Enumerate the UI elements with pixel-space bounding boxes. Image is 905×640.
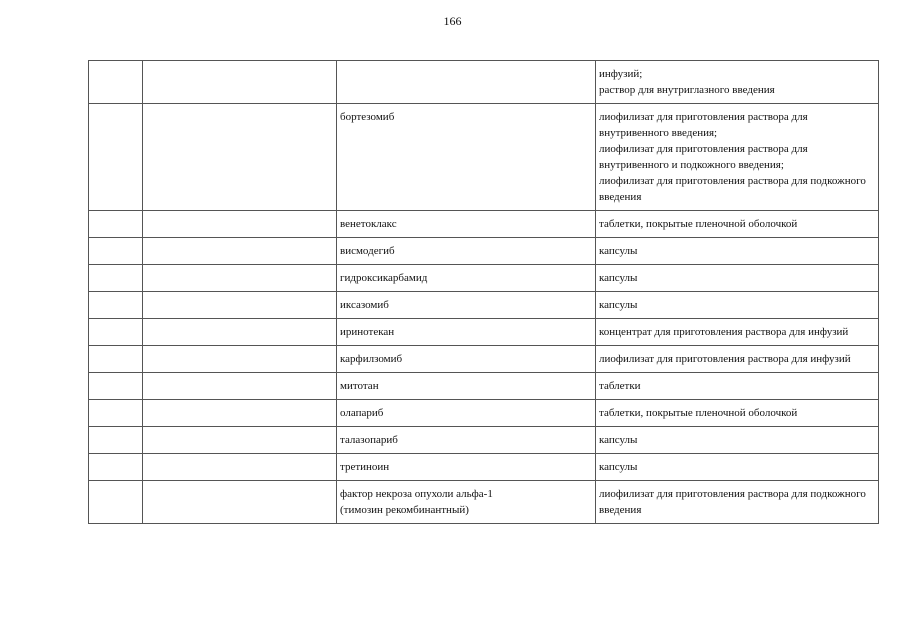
dosage-form-cell: капсулы [596,292,879,319]
atc-code-cell [89,319,143,346]
group-cell [143,346,337,373]
table-row [89,104,879,211]
group-cell [143,400,337,427]
table-row [89,211,879,238]
drug-name-cell [337,61,596,104]
drug-name-cell: митотан [337,373,596,400]
dosage-form-cell: капсулы [596,265,879,292]
atc-code-cell [89,104,143,211]
drug-table-body [89,61,879,524]
group-cell [143,454,337,481]
dosage-form-cell: капсулы [596,238,879,265]
drug-table [88,60,879,524]
group-cell [143,373,337,400]
drug-name-cell: бортезомиб [337,104,596,211]
dosage-form-cell: инфузий; раствор для внутриглазного введения [596,61,879,104]
drug-name-cell: карфилзомиб [337,346,596,373]
table-row [89,238,879,265]
group-cell [143,265,337,292]
drug-name-cell: венетоклакс [337,211,596,238]
dosage-form-cell: лиофилизат для приготовления раствора для инфузий [596,346,879,373]
table-row [89,61,879,104]
drug-name-cell: третиноин [337,454,596,481]
group-cell [143,427,337,454]
atc-code-cell [89,211,143,238]
group-cell [143,104,337,211]
drug-name-cell: висмодегиб [337,238,596,265]
dosage-form-cell: таблетки, покрытые пленочной оболочкой [596,400,879,427]
group-cell [143,292,337,319]
group-cell [143,481,337,524]
group-cell [143,61,337,104]
table-row [89,319,879,346]
drug-name-cell: фактор некроза опухоли альфа-1 (тимозин рекомбинантный) [337,481,596,524]
drug-name-cell: талазопариб [337,427,596,454]
atc-code-cell [89,292,143,319]
table-row [89,292,879,319]
atc-code-cell [89,265,143,292]
dosage-form-cell: таблетки [596,373,879,400]
page-number: 166 [443,14,462,28]
table-row [89,265,879,292]
group-cell [143,211,337,238]
drug-name-cell: иринотекан [337,319,596,346]
dosage-form-cell: лиофилизат для приготовления раствора для подкожного введения [596,481,879,524]
dosage-form-cell: концентрат для приготовления раствора для инфузий [596,319,879,346]
atc-code-cell [89,61,143,104]
atc-code-cell [89,373,143,400]
atc-code-cell [89,400,143,427]
group-cell [143,238,337,265]
drug-name-cell: иксазомиб [337,292,596,319]
drug-name-cell: гидроксикарбамид [337,265,596,292]
table-row [89,481,879,524]
table-row [89,427,879,454]
table-row [89,454,879,481]
atc-code-cell [89,238,143,265]
drug-name-cell: олапариб [337,400,596,427]
dosage-form-cell: капсулы [596,427,879,454]
atc-code-cell [89,454,143,481]
atc-code-cell [89,427,143,454]
atc-code-cell [89,346,143,373]
table-row [89,373,879,400]
dosage-form-cell: лиофилизат для приготовления раствора для внутривенного введения; лиофилизат для приготовления раствора для внутривенного и подкожного введения; лиофилизат для приготовления раствора для подкожного введения [596,104,879,211]
table-row [89,346,879,373]
dosage-form-cell: таблетки, покрытые пленочной оболочкой [596,211,879,238]
atc-code-cell [89,481,143,524]
group-cell [143,319,337,346]
dosage-form-cell: капсулы [596,454,879,481]
table-row [89,400,879,427]
